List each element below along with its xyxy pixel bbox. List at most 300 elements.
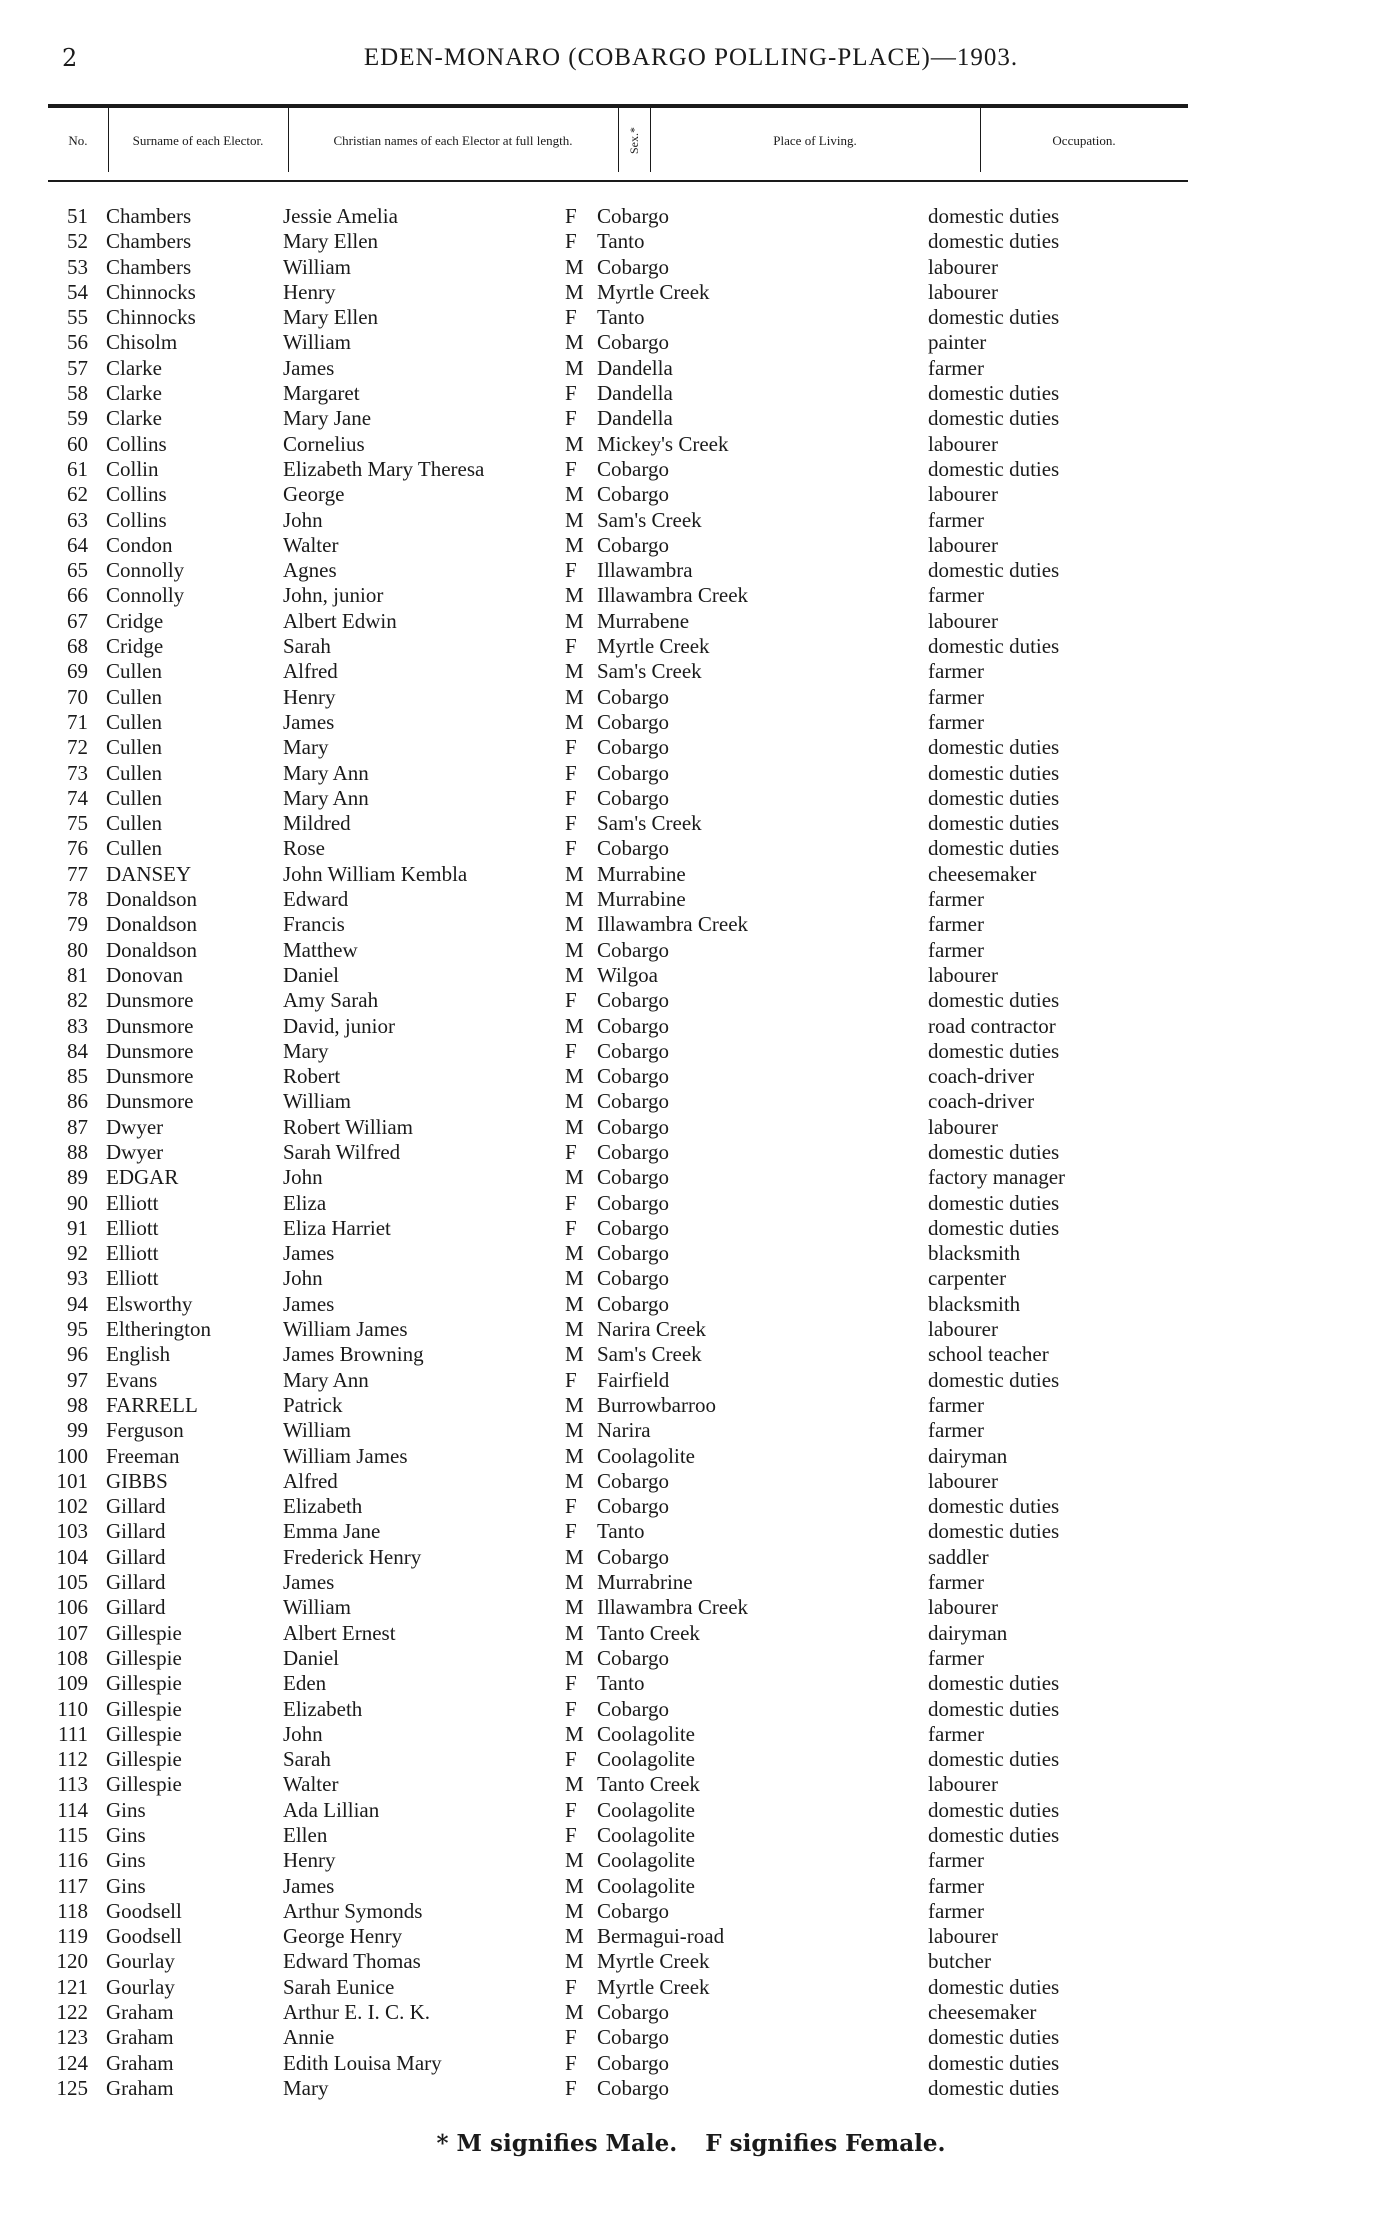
elector-sex: M — [565, 1645, 584, 1670]
table-row — [0, 1418, 1382, 1443]
table-row — [0, 558, 1382, 583]
table-row — [0, 1191, 1382, 1216]
elector-sex: M — [565, 355, 584, 380]
elector-surname: Gillard — [106, 1519, 166, 1544]
elector-occupation: domestic duties — [928, 2025, 1060, 2050]
table-row — [0, 2051, 1382, 2076]
elector-christian-names: Amy Sarah — [283, 988, 379, 1013]
elector-surname: Elliott — [106, 1241, 159, 1266]
elector-place: Sam's Creek — [597, 1342, 702, 1367]
table-row — [0, 988, 1382, 1013]
elector-sex: M — [565, 1443, 584, 1468]
elector-number: 70 — [67, 684, 88, 709]
table-row — [0, 1621, 1382, 1646]
elector-christian-names: Frederick Henry — [283, 1544, 422, 1569]
elector-number: 114 — [57, 1797, 88, 1822]
elector-sex: F — [565, 2050, 577, 2075]
elector-number: 119 — [57, 1924, 88, 1949]
elector-place: Cobargo — [597, 1468, 669, 1493]
elector-sex: F — [565, 1747, 577, 1772]
elector-occupation: domestic duties — [928, 1696, 1060, 1721]
elector-number: 88 — [67, 1139, 88, 1164]
elector-number: 101 — [56, 1468, 88, 1493]
elector-occupation: school teacher — [928, 1342, 1049, 1367]
elector-place: Cobargo — [597, 988, 669, 1013]
elector-surname: Goodsell — [106, 1898, 182, 1923]
table-row — [0, 862, 1382, 887]
elector-place: Coolagolite — [597, 1823, 695, 1847]
elector-sex: M — [565, 1924, 584, 1949]
elector-occupation: domestic duties — [928, 836, 1060, 861]
elector-christian-names: Ellen — [283, 1823, 328, 1847]
elector-place: Cobargo — [597, 1089, 669, 1114]
elector-number: 60 — [67, 431, 88, 456]
elector-occupation: farmer — [928, 1570, 984, 1595]
elector-christian-names: John — [283, 1165, 323, 1190]
elector-number: 85 — [67, 1064, 88, 1089]
elector-surname: Gillespie — [106, 1772, 182, 1797]
elector-surname: Cullen — [106, 811, 162, 836]
elector-surname: Gillard — [106, 1494, 166, 1519]
elector-surname: Graham — [106, 2025, 174, 2050]
elector-surname: Gillard — [106, 1544, 166, 1569]
elector-place: Wilgoa — [597, 962, 658, 987]
elector-number: 112 — [57, 1747, 88, 1772]
elector-occupation: labourer — [928, 608, 998, 633]
elector-number: 94 — [67, 1291, 88, 1316]
elector-place: Cobargo — [597, 1139, 669, 1164]
elector-surname: Cullen — [106, 684, 162, 709]
elector-surname: Chinnocks — [106, 305, 196, 330]
elector-surname: Collins — [106, 507, 167, 532]
elector-surname: Gins — [106, 1797, 146, 1822]
elector-number: 55 — [67, 305, 88, 330]
table-row — [0, 583, 1382, 608]
elector-christian-names: William — [283, 254, 351, 279]
elector-surname: Gourlay — [106, 1974, 175, 1999]
elector-occupation: farmer — [928, 1898, 984, 1923]
elector-surname: Cullen — [106, 659, 162, 684]
elector-sex: M — [565, 2000, 584, 2025]
elector-sex: F — [565, 1038, 577, 1063]
elector-sex: M — [565, 1544, 584, 1569]
table-row — [0, 1317, 1382, 1342]
elector-sex: F — [565, 1139, 577, 1164]
elector-place: Dandella — [597, 381, 673, 406]
elector-sex: F — [565, 988, 577, 1013]
elector-christian-names: Mary Jane — [283, 406, 372, 431]
elector-surname: EDGAR — [106, 1165, 179, 1190]
footnote-female: F signifies Female. — [705, 2130, 946, 2157]
elector-number: 79 — [67, 912, 88, 937]
elector-place: Cobargo — [597, 456, 669, 481]
elector-number: 121 — [56, 1974, 88, 1999]
elector-surname: Graham — [106, 2050, 174, 2075]
elector-surname: Donaldson — [106, 912, 197, 937]
table-row — [0, 1165, 1382, 1190]
elector-sex: M — [565, 684, 584, 709]
elector-number: 107 — [56, 1620, 88, 1645]
elector-place: Cobargo — [597, 1266, 669, 1291]
elector-sex: F — [565, 2025, 577, 2050]
elector-number: 54 — [67, 279, 88, 304]
elector-occupation: domestic duties — [928, 1139, 1060, 1164]
elector-surname: Donaldson — [106, 937, 197, 962]
elector-surname: Clarke — [106, 406, 162, 431]
table-row — [0, 1064, 1382, 1089]
elector-sex: M — [565, 431, 584, 456]
elector-christian-names: Matthew — [283, 937, 358, 962]
elector-surname: Collins — [106, 431, 167, 456]
elector-christian-names: Edward Thomas — [283, 1949, 421, 1974]
elector-surname: Donovan — [106, 962, 183, 987]
elector-occupation: domestic duties — [928, 558, 1060, 583]
elector-sex: M — [565, 861, 584, 886]
table-row — [0, 912, 1382, 937]
elector-surname: Gillespie — [106, 1696, 182, 1721]
elector-sex: M — [565, 709, 584, 734]
elector-occupation: domestic duties — [928, 1215, 1060, 1240]
elector-christian-names: Mary Ellen — [283, 305, 379, 330]
elector-christian-names: Walter — [283, 1772, 339, 1797]
elector-sex: F — [565, 2075, 577, 2100]
elector-number: 75 — [67, 811, 88, 836]
elector-christian-names: John — [283, 1721, 323, 1746]
table-row — [0, 1570, 1382, 1595]
elector-christian-names: Sarah Eunice — [283, 1974, 395, 1999]
elector-occupation: domestic duties — [928, 1747, 1060, 1772]
page-number: 2 — [62, 44, 78, 72]
elector-place: Fairfield — [597, 1367, 670, 1392]
elector-number: 113 — [57, 1772, 88, 1797]
table-row — [0, 482, 1382, 507]
elector-number: 102 — [56, 1494, 88, 1519]
elector-surname: Donaldson — [106, 887, 197, 912]
elector-place: Murrabrine — [597, 1570, 693, 1595]
table-row — [0, 330, 1382, 355]
elector-christian-names: Alfred — [283, 659, 338, 684]
elector-christian-names: Walter — [283, 532, 339, 557]
elector-sex: M — [565, 279, 584, 304]
elector-occupation: coach-driver — [928, 1064, 1035, 1089]
table-row — [0, 1342, 1382, 1367]
table-row — [0, 659, 1382, 684]
elector-christian-names: Daniel — [283, 962, 339, 987]
table-row — [0, 457, 1382, 482]
table-row — [0, 609, 1382, 634]
elector-number: 51 — [67, 204, 88, 228]
elector-number: 77 — [67, 861, 88, 886]
elector-christian-names: Patrick — [283, 1392, 343, 1417]
elector-christian-names: Mary — [283, 735, 329, 760]
elector-surname: Goodsell — [106, 1924, 182, 1949]
elector-place: Bermagui-road — [597, 1924, 725, 1949]
table-row — [0, 1292, 1382, 1317]
elector-surname: Connolly — [106, 583, 185, 608]
elector-christian-names: Albert Ernest — [283, 1620, 396, 1645]
elector-occupation: domestic duties — [928, 785, 1060, 810]
elector-surname: Gins — [106, 1823, 146, 1847]
elector-sex: M — [565, 1392, 584, 1417]
elector-number: 96 — [67, 1342, 88, 1367]
elector-place: Illawambra — [597, 558, 693, 583]
elector-sex: F — [565, 1367, 577, 1392]
elector-christian-names: Robert — [283, 1064, 341, 1089]
elector-christian-names: Arthur E. I. C. K. — [283, 2000, 430, 2025]
elector-surname: Elliott — [106, 1266, 159, 1291]
elector-sex: F — [565, 811, 577, 836]
elector-number: 117 — [57, 1873, 88, 1898]
elector-christian-names: Cornelius — [283, 431, 365, 456]
elector-place: Cobargo — [597, 1165, 669, 1190]
elector-surname: Chambers — [106, 204, 192, 228]
elector-place: Sam's Creek — [597, 507, 702, 532]
table-row — [0, 1924, 1382, 1949]
elector-number: 66 — [67, 583, 88, 608]
header-sex — [618, 108, 651, 172]
elector-occupation: domestic duties — [928, 1494, 1060, 1519]
elector-place: Cobargo — [597, 2050, 669, 2075]
elector-number: 72 — [67, 735, 88, 760]
elector-surname: Dunsmore — [106, 1038, 194, 1063]
elector-occupation: domestic duties — [928, 1519, 1060, 1544]
elector-place: Illawambra Creek — [597, 912, 749, 937]
elector-number: 83 — [67, 1013, 88, 1038]
elector-occupation: domestic duties — [928, 406, 1060, 431]
elector-occupation: coach-driver — [928, 1089, 1035, 1114]
elector-surname: Cullen — [106, 709, 162, 734]
elector-place: Dandella — [597, 355, 673, 380]
table-row — [0, 1722, 1382, 1747]
elector-occupation: labourer — [928, 1317, 998, 1342]
elector-christian-names: David, junior — [283, 1013, 395, 1038]
elector-place: Coolagolite — [597, 1797, 695, 1822]
elector-place: Cobargo — [597, 1696, 669, 1721]
elector-occupation: labourer — [928, 1772, 998, 1797]
elector-surname: Cullen — [106, 836, 162, 861]
elector-christian-names: James — [283, 709, 335, 734]
elector-sex: M — [565, 1342, 584, 1367]
elector-place: Murrabine — [597, 887, 686, 912]
elector-place: Tanto — [597, 1519, 645, 1544]
elector-sex: F — [565, 305, 577, 330]
elector-place: Tanto — [597, 305, 645, 330]
table-row — [0, 1798, 1382, 1823]
table-row — [0, 786, 1382, 811]
elector-surname: Chambers — [106, 229, 192, 254]
header-place: Place of Living. — [650, 108, 981, 172]
elector-surname: FARRELL — [106, 1392, 198, 1417]
elector-occupation: labourer — [928, 482, 998, 507]
elector-occupation: cheesemaker — [928, 861, 1037, 886]
elector-place: Burrowbarroo — [597, 1392, 716, 1417]
elector-occupation: domestic duties — [928, 2050, 1060, 2075]
elector-number: 95 — [67, 1317, 88, 1342]
elector-christian-names: Alfred — [283, 1468, 338, 1493]
elector-christian-names: William — [283, 330, 351, 355]
elector-occupation: domestic duties — [928, 1367, 1060, 1392]
elector-christian-names: John — [283, 1266, 323, 1291]
elector-sex: M — [565, 962, 584, 987]
elector-number: 106 — [56, 1595, 88, 1620]
elector-sex: M — [565, 1620, 584, 1645]
elector-number: 87 — [67, 1114, 88, 1139]
elector-place: Cobargo — [597, 1013, 669, 1038]
elector-occupation: labourer — [928, 431, 998, 456]
elector-sex: F — [565, 204, 577, 228]
elector-number: 68 — [67, 634, 88, 659]
elector-place: Cobargo — [597, 1190, 669, 1215]
elector-place: Coolagolite — [597, 1873, 695, 1898]
table-row — [0, 305, 1382, 330]
elector-surname: Gillespie — [106, 1721, 182, 1746]
table-row — [0, 938, 1382, 963]
elector-occupation: domestic duties — [928, 229, 1060, 254]
elector-christian-names: Robert William — [283, 1114, 413, 1139]
elector-christian-names: James — [283, 1873, 335, 1898]
table-row — [0, 1115, 1382, 1140]
elector-surname: Gillespie — [106, 1671, 182, 1696]
elector-sex: F — [565, 785, 577, 810]
elector-occupation: domestic duties — [928, 456, 1060, 481]
elector-occupation: cheesemaker — [928, 2000, 1037, 2025]
elector-christian-names: Eliza — [283, 1190, 327, 1215]
elector-surname: Graham — [106, 2075, 174, 2100]
elector-christian-names: Emma Jane — [283, 1519, 381, 1544]
elector-number: 109 — [56, 1671, 88, 1696]
elector-surname: Connolly — [106, 558, 185, 583]
elector-place: Narira Creek — [597, 1317, 707, 1342]
elector-place: Cobargo — [597, 785, 669, 810]
elector-place: Tanto — [597, 229, 645, 254]
table-row — [0, 1216, 1382, 1241]
elector-christian-names: Rose — [283, 836, 325, 861]
elector-number: 118 — [57, 1898, 88, 1923]
elector-christian-names: Sarah — [283, 634, 331, 659]
elector-sex: M — [565, 254, 584, 279]
elector-number: 67 — [67, 608, 88, 633]
header-occupation: Occupation. — [1052, 132, 1116, 148]
table-row — [0, 280, 1382, 305]
elector-number: 125 — [56, 2075, 88, 2100]
table-row — [0, 2076, 1382, 2101]
table-row — [0, 1823, 1382, 1848]
elector-place: Murrabene — [597, 608, 690, 633]
elector-sex: M — [565, 1721, 584, 1746]
table-row — [0, 1140, 1382, 1165]
elector-sex: F — [565, 229, 577, 254]
elector-surname: Chisolm — [106, 330, 178, 355]
elector-place: Cobargo — [597, 1494, 669, 1519]
elector-christian-names: Mary — [283, 1038, 329, 1063]
elector-occupation: farmer — [928, 1721, 984, 1746]
elector-sex: M — [565, 532, 584, 557]
table-row — [0, 1241, 1382, 1266]
elector-christian-names: James — [283, 1241, 335, 1266]
elector-place: Coolagolite — [597, 1721, 695, 1746]
elector-occupation: farmer — [928, 709, 984, 734]
elector-occupation: painter — [928, 330, 987, 355]
elector-christian-names: James — [283, 1570, 335, 1595]
elector-place: Coolagolite — [597, 1443, 695, 1468]
table-row — [0, 836, 1382, 861]
elector-sex: M — [565, 330, 584, 355]
footnote-male: * M signifies Male. — [436, 2130, 678, 2157]
table-row — [0, 508, 1382, 533]
elector-sex: M — [565, 1089, 584, 1114]
elector-place: Cobargo — [597, 1898, 669, 1923]
elector-christian-names: Agnes — [283, 558, 337, 583]
elector-occupation: factory manager — [928, 1165, 1066, 1190]
table-row — [0, 963, 1382, 988]
elector-surname: Clarke — [106, 381, 162, 406]
elector-christian-names: Edward — [283, 887, 349, 912]
elector-occupation: blacksmith — [928, 1241, 1021, 1266]
elector-number: 97 — [67, 1367, 88, 1392]
elector-surname: Gillespie — [106, 1747, 182, 1772]
header-sex-label: Sex.* — [626, 126, 641, 154]
elector-number: 116 — [57, 1848, 88, 1873]
elector-christian-names: Albert Edwin — [283, 608, 397, 633]
elector-sex: F — [565, 1519, 577, 1544]
elector-sex: M — [565, 583, 584, 608]
table-row — [0, 356, 1382, 381]
elector-place: Cobargo — [597, 1038, 669, 1063]
elector-surname: Dwyer — [106, 1114, 164, 1139]
elector-surname: Evans — [106, 1367, 158, 1392]
table-row — [0, 1747, 1382, 1772]
elector-number: 56 — [67, 330, 88, 355]
elector-place: Cobargo — [597, 1114, 669, 1139]
elector-place: Cobargo — [597, 482, 669, 507]
elector-place: Cobargo — [597, 2000, 669, 2025]
elector-place: Cobargo — [597, 735, 669, 760]
elector-christian-names: George — [283, 482, 345, 507]
elector-occupation: farmer — [928, 1418, 984, 1443]
table-row — [0, 1646, 1382, 1671]
elector-occupation: domestic duties — [928, 305, 1060, 330]
elector-number: 110 — [57, 1696, 88, 1721]
elector-surname: Elliott — [106, 1190, 159, 1215]
table-row — [0, 634, 1382, 659]
table-row — [0, 1266, 1382, 1291]
elector-place: Illawambra Creek — [597, 583, 749, 608]
elector-occupation: domestic duties — [928, 760, 1060, 785]
elector-christian-names: William James — [283, 1443, 408, 1468]
elector-christian-names: Henry — [283, 684, 336, 709]
elector-place: Cobargo — [597, 709, 669, 734]
elector-surname: Gillespie — [106, 1645, 182, 1670]
elector-occupation: farmer — [928, 659, 984, 684]
elector-sex: M — [565, 1949, 584, 1974]
elector-sex: M — [565, 608, 584, 633]
elector-surname: Chinnocks — [106, 279, 196, 304]
elector-christian-names: Jessie Amelia — [283, 204, 398, 228]
elector-christian-names: George Henry — [283, 1924, 403, 1949]
elector-occupation: labourer — [928, 1924, 998, 1949]
elector-occupation: labourer — [928, 1114, 998, 1139]
elector-number: 62 — [67, 482, 88, 507]
elector-christian-names: Mary Ann — [283, 785, 369, 810]
elector-number: 82 — [67, 988, 88, 1013]
elector-occupation: farmer — [928, 1645, 984, 1670]
elector-surname: Graham — [106, 2000, 174, 2025]
elector-christian-names: Henry — [283, 1848, 336, 1873]
elector-occupation: domestic duties — [928, 2075, 1060, 2100]
elector-number: 86 — [67, 1089, 88, 1114]
elector-sex: M — [565, 1418, 584, 1443]
elector-occupation: farmer — [928, 1873, 984, 1898]
